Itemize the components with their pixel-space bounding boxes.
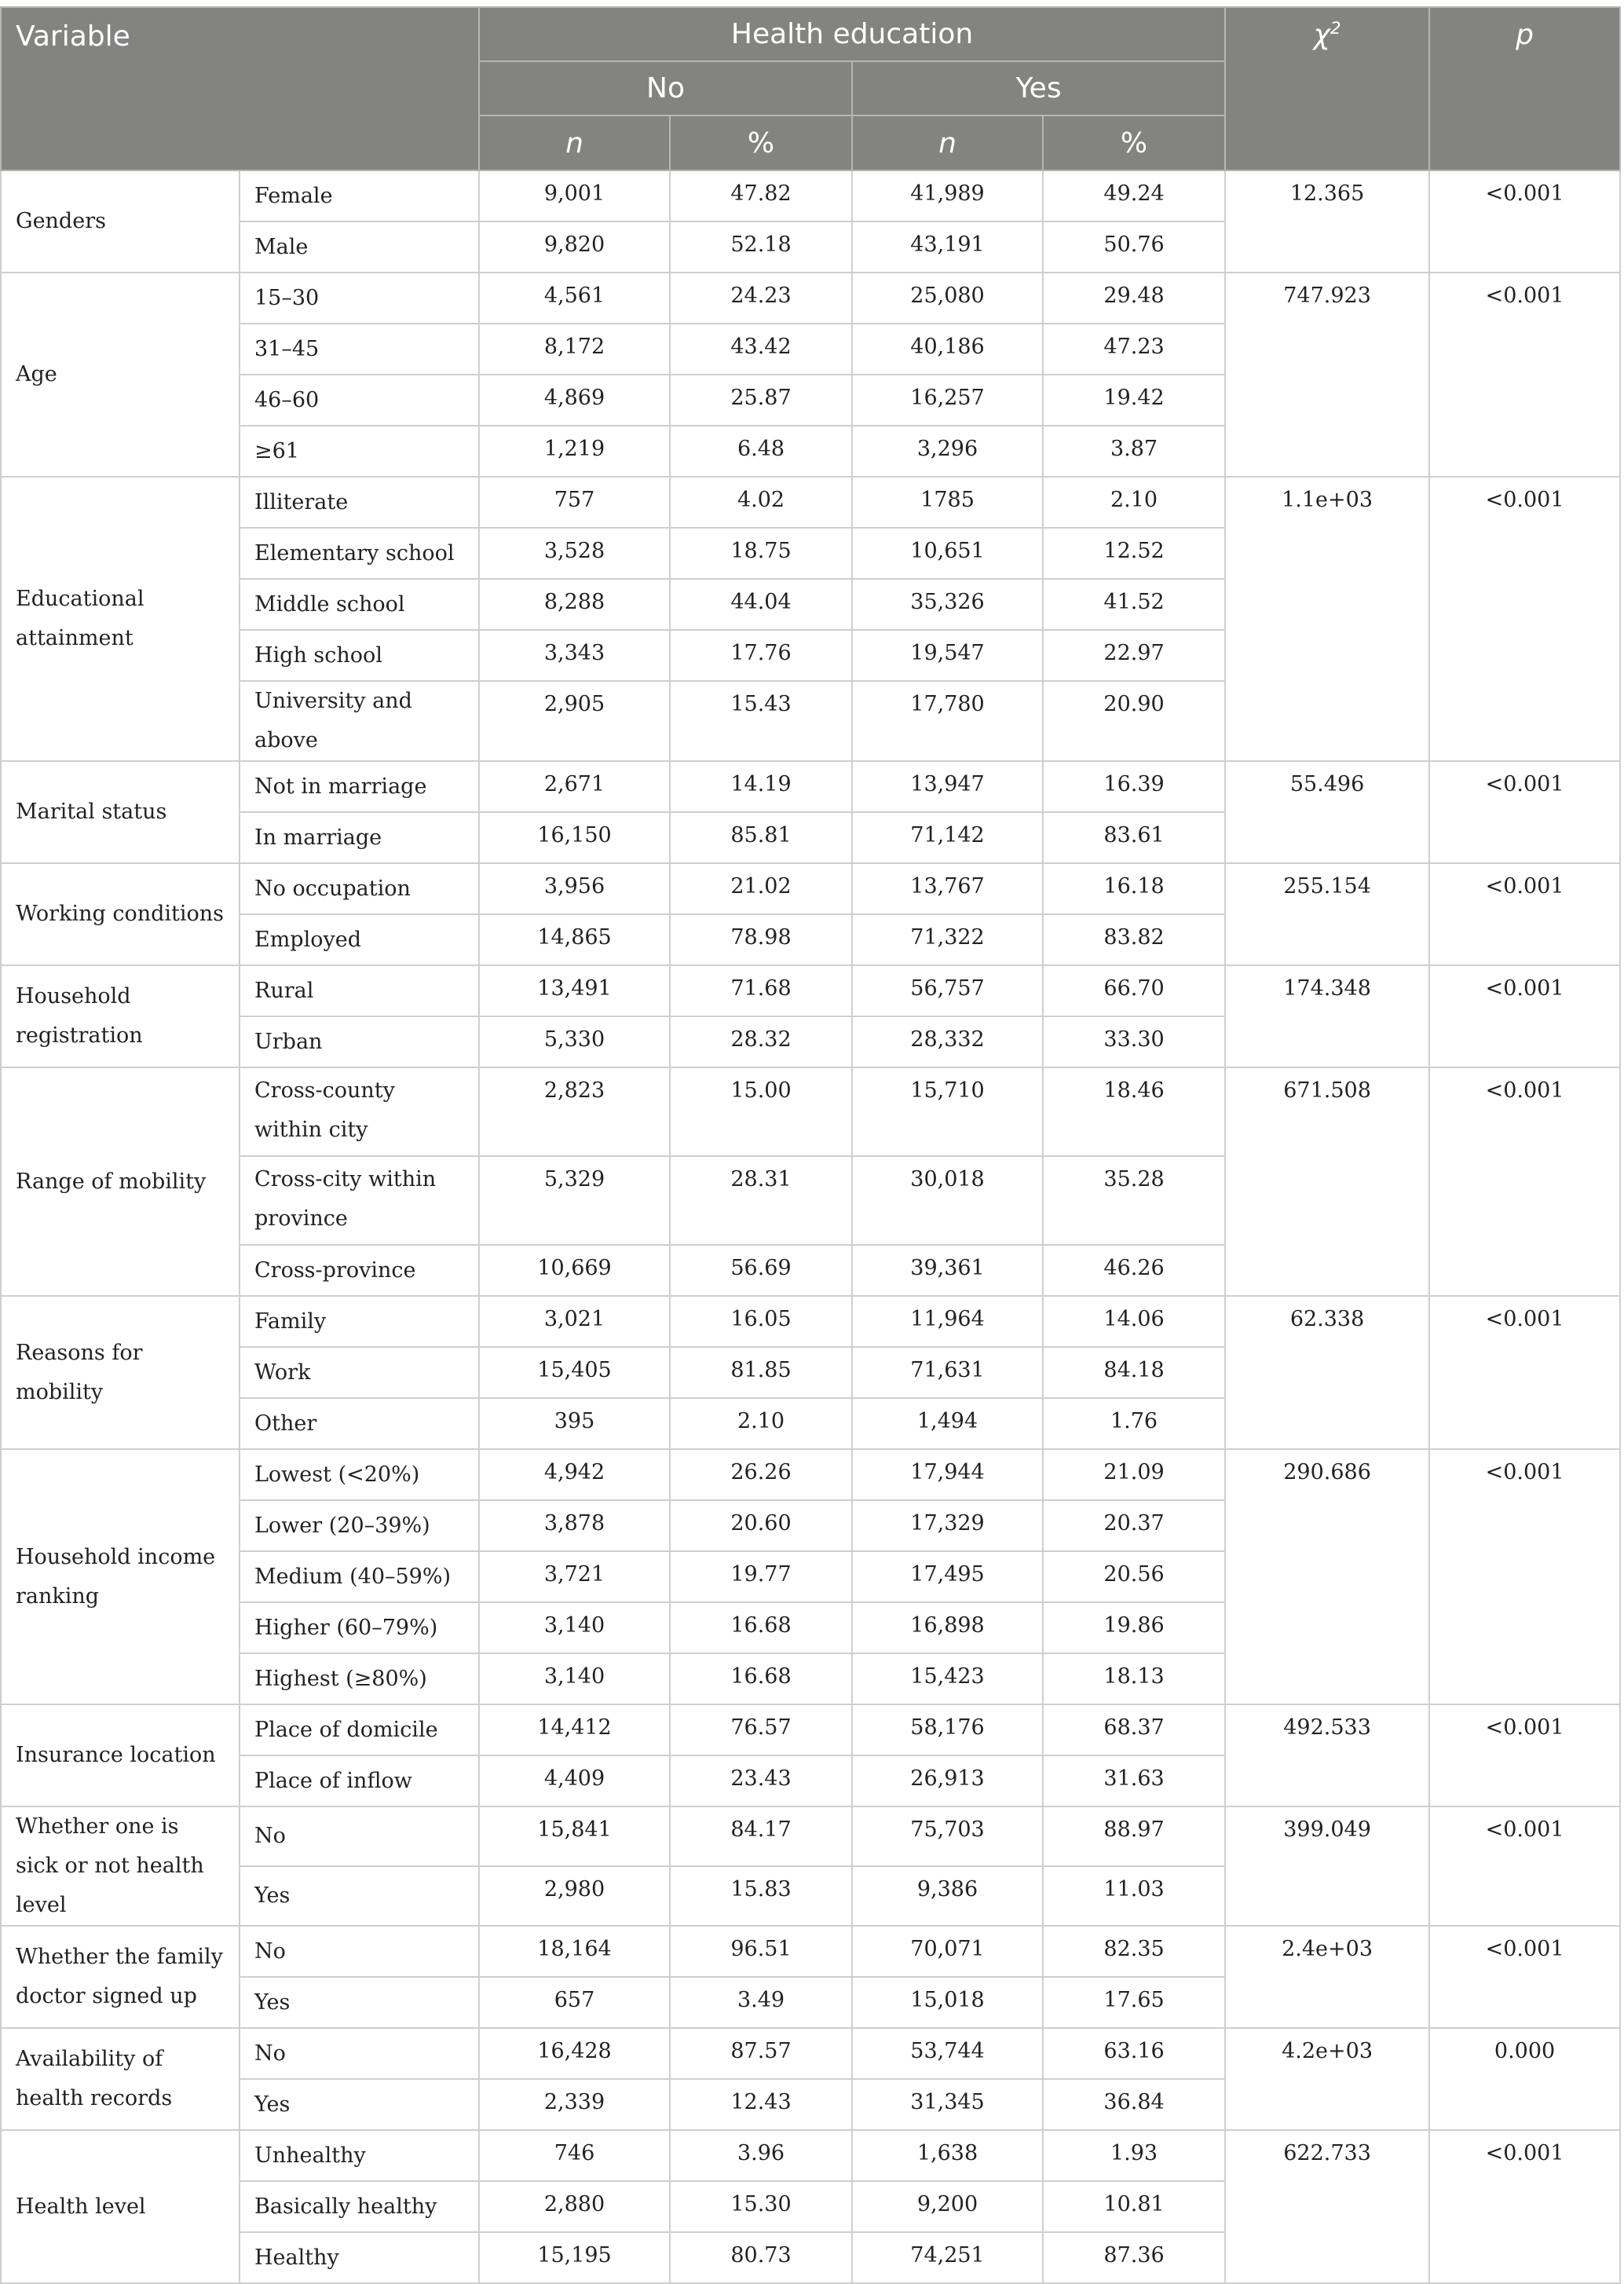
yes-n-cell: 15,018	[852, 1977, 1043, 2028]
table-row	[1, 2028, 1620, 2079]
no-n-cell: 16,428	[479, 2028, 670, 2079]
table-row	[1, 1449, 1620, 1500]
chi-square-cell: 174.348	[1225, 965, 1429, 1067]
header-health-education: Health education	[479, 7, 1225, 61]
yes-n-cell: 70,071	[852, 1926, 1043, 1977]
variable-cell: Working conditions	[1, 863, 240, 965]
yes-pct-cell: 87.36	[1043, 2232, 1225, 2283]
yes-pct-cell: 66.70	[1043, 965, 1225, 1016]
category-cell: Highest (≥80%)	[240, 1653, 479, 1704]
yes-pct-cell: 88.97	[1043, 1806, 1225, 1866]
no-n-cell: 3,343	[479, 630, 670, 681]
no-pct-cell: 16.68	[670, 1653, 852, 1704]
no-n-cell: 15,841	[479, 1806, 670, 1866]
no-pct-cell: 80.73	[670, 2232, 852, 2283]
yes-pct-cell: 18.46	[1043, 1067, 1225, 1156]
chi-superscript: 2	[1330, 19, 1341, 38]
chi-symbol: χ	[1313, 19, 1330, 51]
table-row	[1, 965, 1620, 1016]
header-chi-square	[1225, 7, 1429, 170]
variable-cell: Age	[1, 273, 240, 477]
no-n-cell: 2,671	[479, 761, 670, 812]
category-cell: Basically healthy	[240, 2181, 479, 2232]
yes-n-cell: 15,423	[852, 1653, 1043, 1704]
no-pct-cell: 84.17	[670, 1806, 852, 1866]
chi-square-cell: 290.686	[1225, 1449, 1429, 1704]
yes-n-cell: 17,495	[852, 1551, 1043, 1602]
yes-n-cell: 1,494	[852, 1398, 1043, 1449]
no-pct-cell: 20.60	[670, 1500, 852, 1551]
yes-n-cell: 1785	[852, 477, 1043, 528]
yes-n-cell: 31,345	[852, 2079, 1043, 2130]
table-row	[1, 1067, 1620, 1156]
no-pct-cell: 76.57	[670, 1704, 852, 1755]
chi-square-cell: 671.508	[1225, 1067, 1429, 1296]
yes-n-cell: 74,251	[852, 2232, 1043, 2283]
no-n-cell: 3,021	[479, 1296, 670, 1347]
no-pct-cell: 96.51	[670, 1926, 852, 1977]
no-n-cell: 1,219	[479, 426, 670, 477]
no-pct-cell: 28.32	[670, 1016, 852, 1067]
yes-pct-cell: 11.03	[1043, 1866, 1225, 1926]
category-cell: No	[240, 2028, 479, 2079]
no-n-cell: 4,869	[479, 375, 670, 426]
variable-cell: Reasons for mobility	[1, 1296, 240, 1449]
yes-pct-cell: 83.82	[1043, 914, 1225, 965]
no-n-cell: 3,140	[479, 1653, 670, 1704]
category-cell: Employed	[240, 914, 479, 965]
yes-pct-cell: 68.37	[1043, 1704, 1225, 1755]
yes-n-cell: 19,547	[852, 630, 1043, 681]
p-value-cell: <0.001	[1429, 1806, 1620, 1926]
yes-n-cell: 16,257	[852, 375, 1043, 426]
p-value-cell: <0.001	[1429, 1296, 1620, 1449]
variable-cell: Genders	[1, 170, 240, 273]
p-value-cell: <0.001	[1429, 477, 1620, 761]
no-n-cell: 2,823	[479, 1067, 670, 1156]
chi-square-cell: 4.2e+03	[1225, 2028, 1429, 2130]
yes-n-cell: 30,018	[852, 1156, 1043, 1245]
yes-pct-cell: 19.42	[1043, 375, 1225, 426]
category-cell: Healthy	[240, 2232, 479, 2283]
yes-pct-cell: 1.93	[1043, 2130, 1225, 2181]
category-cell: 31–45	[240, 324, 479, 375]
category-cell: Medium (40–59%)	[240, 1551, 479, 1602]
no-n-cell: 2,905	[479, 681, 670, 761]
no-n-cell: 9,001	[479, 170, 670, 221]
no-pct-cell: 3.96	[670, 2130, 852, 2181]
no-pct-cell: 78.98	[670, 914, 852, 965]
yes-n-cell: 35,326	[852, 579, 1043, 630]
p-value-cell: <0.001	[1429, 2130, 1620, 2283]
no-pct-cell: 19.77	[670, 1551, 852, 1602]
table-row	[1, 170, 1620, 221]
category-cell: Lowest (<20%)	[240, 1449, 479, 1500]
yes-pct-cell: 33.30	[1043, 1016, 1225, 1067]
header-no-n: n	[479, 115, 670, 170]
yes-n-cell: 17,780	[852, 681, 1043, 761]
yes-n-cell: 39,361	[852, 1245, 1043, 1296]
chi-square-cell: 492.533	[1225, 1704, 1429, 1806]
yes-pct-cell: 46.26	[1043, 1245, 1225, 1296]
no-n-cell: 10,669	[479, 1245, 670, 1296]
yes-n-cell: 10,651	[852, 528, 1043, 579]
variable-cell: Whether one is sick or not health level	[1, 1806, 240, 1926]
yes-n-cell: 16,898	[852, 1602, 1043, 1653]
table-container	[0, 6, 1624, 2284]
table-row	[1, 273, 1620, 324]
category-cell: Other	[240, 1398, 479, 1449]
category-cell: Not in marriage	[240, 761, 479, 812]
p-value-cell: <0.001	[1429, 1067, 1620, 1296]
no-n-cell: 14,865	[479, 914, 670, 965]
no-n-cell: 15,405	[479, 1347, 670, 1398]
category-cell: No	[240, 1926, 479, 1977]
no-pct-cell: 3.49	[670, 1977, 852, 2028]
no-pct-cell: 16.05	[670, 1296, 852, 1347]
variable-cell: Health level	[1, 2130, 240, 2283]
no-n-cell: 4,561	[479, 273, 670, 324]
header-yes-n: n	[852, 115, 1043, 170]
header-no: No	[479, 61, 852, 115]
no-pct-cell: 2.10	[670, 1398, 852, 1449]
yes-pct-cell: 10.81	[1043, 2181, 1225, 2232]
health-education-table	[0, 6, 1621, 2284]
no-pct-cell: 21.02	[670, 863, 852, 914]
variable-cell: Range of mobility	[1, 1067, 240, 1296]
no-pct-cell: 4.02	[670, 477, 852, 528]
no-n-cell: 5,329	[479, 1156, 670, 1245]
yes-pct-cell: 18.13	[1043, 1653, 1225, 1704]
chi-square-cell: 55.496	[1225, 761, 1429, 863]
no-pct-cell: 24.23	[670, 273, 852, 324]
category-cell: Lower (20–39%)	[240, 1500, 479, 1551]
yes-n-cell: 40,186	[852, 324, 1043, 375]
table-row	[1, 1704, 1620, 1755]
table-body	[1, 170, 1620, 2283]
yes-pct-cell: 83.61	[1043, 812, 1225, 863]
yes-n-cell: 17,944	[852, 1449, 1043, 1500]
yes-pct-cell: 3.87	[1043, 426, 1225, 477]
no-pct-cell: 47.82	[670, 170, 852, 221]
header-variable: Variable	[1, 7, 479, 170]
no-pct-cell: 15.30	[670, 2181, 852, 2232]
no-pct-cell: 56.69	[670, 1245, 852, 1296]
no-pct-cell: 15.43	[670, 681, 852, 761]
variable-cell: Insurance location	[1, 1704, 240, 1806]
header-no-pct: %	[670, 115, 852, 170]
no-n-cell: 8,288	[479, 579, 670, 630]
category-cell: High school	[240, 630, 479, 681]
category-cell: Female	[240, 170, 479, 221]
header-yes-pct: %	[1043, 115, 1225, 170]
yes-n-cell: 71,322	[852, 914, 1043, 965]
no-n-cell: 5,330	[479, 1016, 670, 1067]
yes-n-cell: 11,964	[852, 1296, 1043, 1347]
category-cell: Unhealthy	[240, 2130, 479, 2181]
category-cell: Place of domicile	[240, 1704, 479, 1755]
p-value-cell: <0.001	[1429, 1449, 1620, 1704]
yes-n-cell: 26,913	[852, 1755, 1043, 1806]
category-cell: University and above	[240, 681, 479, 761]
yes-pct-cell: 14.06	[1043, 1296, 1225, 1347]
yes-n-cell: 75,703	[852, 1806, 1043, 1866]
yes-pct-cell: 20.90	[1043, 681, 1225, 761]
yes-pct-cell: 19.86	[1043, 1602, 1225, 1653]
no-pct-cell: 16.68	[670, 1602, 852, 1653]
category-cell: Rural	[240, 965, 479, 1016]
yes-n-cell: 56,757	[852, 965, 1043, 1016]
p-value-cell: <0.001	[1429, 1926, 1620, 2028]
no-pct-cell: 15.00	[670, 1067, 852, 1156]
yes-pct-cell: 20.56	[1043, 1551, 1225, 1602]
yes-n-cell: 13,767	[852, 863, 1043, 914]
category-cell: ≥61	[240, 426, 479, 477]
category-cell: No occupation	[240, 863, 479, 914]
yes-n-cell: 41,989	[852, 170, 1043, 221]
no-n-cell: 2,880	[479, 2181, 670, 2232]
yes-n-cell: 71,631	[852, 1347, 1043, 1398]
chi-square-cell: 1.1e+03	[1225, 477, 1429, 761]
no-n-cell: 16,150	[479, 812, 670, 863]
no-pct-cell: 44.04	[670, 579, 852, 630]
category-cell: Cross-city within province	[240, 1156, 479, 1245]
yes-n-cell: 28,332	[852, 1016, 1043, 1067]
no-pct-cell: 17.76	[670, 630, 852, 681]
category-cell: Male	[240, 221, 479, 273]
category-cell: Yes	[240, 2079, 479, 2130]
yes-n-cell: 53,744	[852, 2028, 1043, 2079]
chi-square-cell: 399.049	[1225, 1806, 1429, 1926]
yes-n-cell: 3,296	[852, 426, 1043, 477]
category-cell: Cross-province	[240, 1245, 479, 1296]
yes-pct-cell: 2.10	[1043, 477, 1225, 528]
category-cell: Place of inflow	[240, 1755, 479, 1806]
category-cell: Middle school	[240, 579, 479, 630]
table-row	[1, 477, 1620, 528]
category-cell: In marriage	[240, 812, 479, 863]
no-pct-cell: 87.57	[670, 2028, 852, 2079]
table-row	[1, 761, 1620, 812]
yes-pct-cell: 63.16	[1043, 2028, 1225, 2079]
table-row	[1, 1806, 1620, 1866]
yes-pct-cell: 35.28	[1043, 1156, 1225, 1245]
no-n-cell: 657	[479, 1977, 670, 2028]
no-pct-cell: 85.81	[670, 812, 852, 863]
yes-pct-cell: 84.18	[1043, 1347, 1225, 1398]
category-cell: Family	[240, 1296, 479, 1347]
category-cell: No	[240, 1806, 479, 1866]
p-value-cell: <0.001	[1429, 863, 1620, 965]
no-n-cell: 757	[479, 477, 670, 528]
table-header	[1, 7, 1620, 170]
no-n-cell: 2,980	[479, 1866, 670, 1926]
no-pct-cell: 81.85	[670, 1347, 852, 1398]
p-value-cell: <0.001	[1429, 761, 1620, 863]
no-pct-cell: 15.83	[670, 1866, 852, 1926]
variable-cell: Availability of health records	[1, 2028, 240, 2130]
no-n-cell: 18,164	[479, 1926, 670, 1977]
no-n-cell: 746	[479, 2130, 670, 2181]
table-row	[1, 863, 1620, 914]
no-pct-cell: 26.26	[670, 1449, 852, 1500]
yes-n-cell: 13,947	[852, 761, 1043, 812]
category-cell: Yes	[240, 1977, 479, 2028]
yes-n-cell: 43,191	[852, 221, 1043, 273]
category-cell: Urban	[240, 1016, 479, 1067]
yes-pct-cell: 16.39	[1043, 761, 1225, 812]
yes-pct-cell: 1.76	[1043, 1398, 1225, 1449]
yes-pct-cell: 47.23	[1043, 324, 1225, 375]
category-cell: 15–30	[240, 273, 479, 324]
table-row	[1, 2130, 1620, 2181]
no-pct-cell: 28.31	[670, 1156, 852, 1245]
yes-pct-cell: 49.24	[1043, 170, 1225, 221]
category-cell: Work	[240, 1347, 479, 1398]
header-yes: Yes	[852, 61, 1225, 115]
yes-n-cell: 9,200	[852, 2181, 1043, 2232]
yes-pct-cell: 31.63	[1043, 1755, 1225, 1806]
p-value-cell: <0.001	[1429, 273, 1620, 477]
chi-square-cell: 747.923	[1225, 273, 1429, 477]
no-pct-cell: 43.42	[670, 324, 852, 375]
no-n-cell: 3,140	[479, 1602, 670, 1653]
no-n-cell: 4,409	[479, 1755, 670, 1806]
yes-pct-cell: 17.65	[1043, 1977, 1225, 2028]
p-value-cell: <0.001	[1429, 1704, 1620, 1806]
no-n-cell: 3,721	[479, 1551, 670, 1602]
no-pct-cell: 71.68	[670, 965, 852, 1016]
no-n-cell: 8,172	[479, 324, 670, 375]
no-n-cell: 3,878	[479, 1500, 670, 1551]
no-n-cell: 15,195	[479, 2232, 670, 2283]
yes-n-cell: 58,176	[852, 1704, 1043, 1755]
category-cell: Illiterate	[240, 477, 479, 528]
table-row	[1, 1296, 1620, 1347]
no-n-cell: 9,820	[479, 221, 670, 273]
no-n-cell: 395	[479, 1398, 670, 1449]
category-cell: Yes	[240, 1866, 479, 1926]
chi-square-cell: 2.4e+03	[1225, 1926, 1429, 2028]
no-pct-cell: 25.87	[670, 375, 852, 426]
yes-pct-cell: 21.09	[1043, 1449, 1225, 1500]
yes-n-cell: 9,386	[852, 1866, 1043, 1926]
no-n-cell: 2,339	[479, 2079, 670, 2130]
variable-cell: Marital status	[1, 761, 240, 863]
yes-n-cell: 17,329	[852, 1500, 1043, 1551]
no-pct-cell: 18.75	[670, 528, 852, 579]
yes-pct-cell: 82.35	[1043, 1926, 1225, 1977]
p-value-cell: <0.001	[1429, 170, 1620, 273]
no-pct-cell: 23.43	[670, 1755, 852, 1806]
category-cell: Elementary school	[240, 528, 479, 579]
no-pct-cell: 14.19	[670, 761, 852, 812]
yes-pct-cell: 29.48	[1043, 273, 1225, 324]
category-cell: 46–60	[240, 375, 479, 426]
yes-pct-cell: 22.97	[1043, 630, 1225, 681]
p-value-cell: <0.001	[1429, 965, 1620, 1067]
chi-square-cell: 255.154	[1225, 863, 1429, 965]
yes-n-cell: 15,710	[852, 1067, 1043, 1156]
yes-pct-cell: 12.52	[1043, 528, 1225, 579]
variable-cell: Household income ranking	[1, 1449, 240, 1704]
yes-pct-cell: 16.18	[1043, 863, 1225, 914]
no-n-cell: 3,956	[479, 863, 670, 914]
no-n-cell: 13,491	[479, 965, 670, 1016]
no-n-cell: 3,528	[479, 528, 670, 579]
table-row	[1, 1926, 1620, 1977]
chi-square-cell: 12.365	[1225, 170, 1429, 273]
chi-square-cell: 622.733	[1225, 2130, 1429, 2283]
variable-cell: Household registration	[1, 965, 240, 1067]
yes-n-cell: 25,080	[852, 273, 1043, 324]
yes-pct-cell: 20.37	[1043, 1500, 1225, 1551]
no-pct-cell: 52.18	[670, 221, 852, 273]
chi-square-cell: 62.338	[1225, 1296, 1429, 1449]
yes-pct-cell: 41.52	[1043, 579, 1225, 630]
yes-pct-cell: 36.84	[1043, 2079, 1225, 2130]
category-cell: Cross-county within city	[240, 1067, 479, 1156]
no-n-cell: 14,412	[479, 1704, 670, 1755]
header-p: p	[1429, 7, 1620, 170]
no-pct-cell: 6.48	[670, 426, 852, 477]
category-cell: Higher (60–79%)	[240, 1602, 479, 1653]
yes-pct-cell: 50.76	[1043, 221, 1225, 273]
variable-cell: Educational attainment	[1, 477, 240, 761]
no-n-cell: 4,942	[479, 1449, 670, 1500]
yes-n-cell: 71,142	[852, 812, 1043, 863]
no-pct-cell: 12.43	[670, 2079, 852, 2130]
yes-n-cell: 1,638	[852, 2130, 1043, 2181]
p-value-cell: 0.000	[1429, 2028, 1620, 2130]
variable-cell: Whether the family doctor signed up	[1, 1926, 240, 2028]
